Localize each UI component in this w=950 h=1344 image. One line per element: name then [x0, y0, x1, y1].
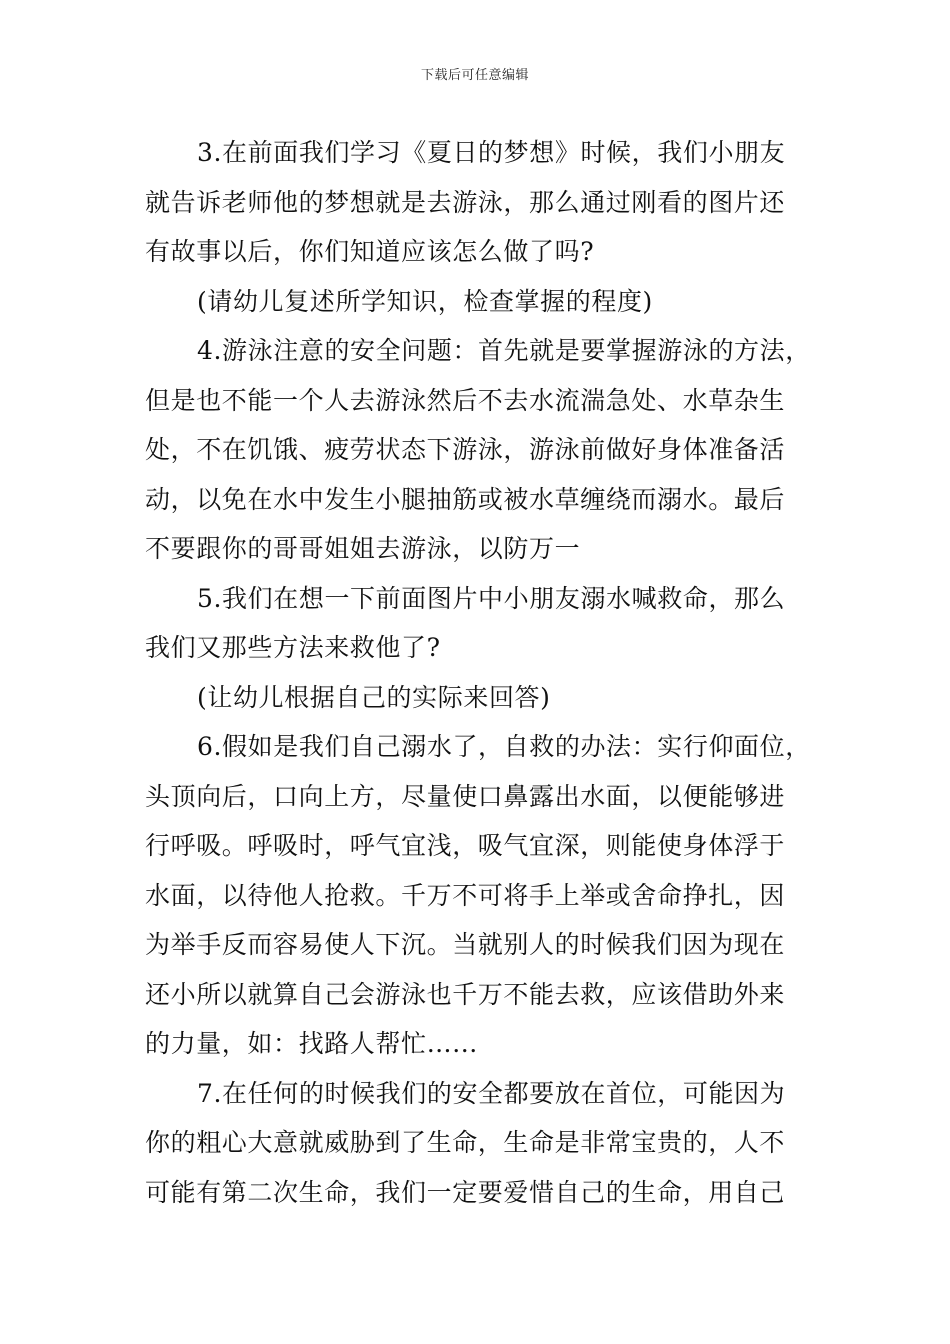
paragraph-3 — [145, 128, 815, 277]
text-line: 有故事以后，你们知道应该怎么做了吗? — [145, 237, 595, 266]
text-line: 7.在任何的时候我们的安全都要放在首位，可能因为 — [197, 1078, 786, 1108]
paragraph-note-2 — [145, 673, 815, 723]
text-line: 不要跟你的哥哥姐姐去游泳，以防万一 — [145, 534, 581, 563]
text-line: 但是也不能一个人去游泳然后不去水流湍急处、水草杂生 — [145, 385, 786, 415]
text-line: 我们又那些方法来救他了? — [145, 633, 441, 662]
paragraph-7 — [145, 1069, 815, 1218]
text-line: 行呼吸。呼吸时，呼气宜浅，吸气宜深，则能使身体浮于 — [145, 831, 786, 860]
text-line: 4.游泳注意的安全问题：首先就是要掌握游泳的方法， — [197, 336, 811, 365]
paragraph-4 — [145, 326, 815, 574]
text-line: (请幼儿复述所学知识，检查掌握的程度) — [197, 286, 653, 316]
text-line: 还小所以就算自己会游泳也千万不能去救，应该借助外来 — [145, 979, 786, 1009]
paragraph-note-1 — [145, 277, 815, 327]
page-header: 下载后可任意编辑 — [420, 68, 529, 83]
text-line: 为举手反而容易使人下沉。当就别人的时候我们因为现在 — [145, 930, 786, 959]
paragraph-6 — [145, 722, 815, 1069]
text-line: 就告诉老师他的梦想就是去游泳，那么通过刚看的图片还 — [145, 187, 786, 217]
text-line: 3.在前面我们学习《夏日的梦想》时候，我们小朋友 — [197, 138, 786, 167]
text-line: 处，不在饥饿、疲劳状态下游泳，游泳前做好身体准备活 — [145, 435, 786, 464]
document-body — [145, 128, 815, 1217]
text-line: 动，以免在水中发生小腿抽筋或被水草缠绕而溺水。最后 — [145, 484, 786, 514]
text-line: 可能有第二次生命，我们一定要爱惜自己的生命，用自己 — [145, 1177, 786, 1207]
text-line: 头顶向后，口向上方，尽量使口鼻露出水面，以便能够进 — [145, 781, 786, 811]
text-line: 的力量，如：找路人帮忙…... — [145, 1029, 478, 1058]
text-line: (让幼儿根据自己的实际来回答) — [197, 682, 551, 712]
text-line: 你的粗心大意就威胁到了生命，生命是非常宝贵的，人不 — [145, 1128, 786, 1157]
text-line: 6.假如是我们自己溺水了，自救的办法：实行仰面位， — [197, 732, 811, 761]
text-line: 水面，以待他人抢救。千万不可将手上举或舍命挣扎，因 — [145, 880, 786, 910]
paragraph-5 — [145, 574, 815, 673]
text-line: 5.我们在想一下前面图片中小朋友溺水喊救命，那么 — [197, 583, 786, 613]
